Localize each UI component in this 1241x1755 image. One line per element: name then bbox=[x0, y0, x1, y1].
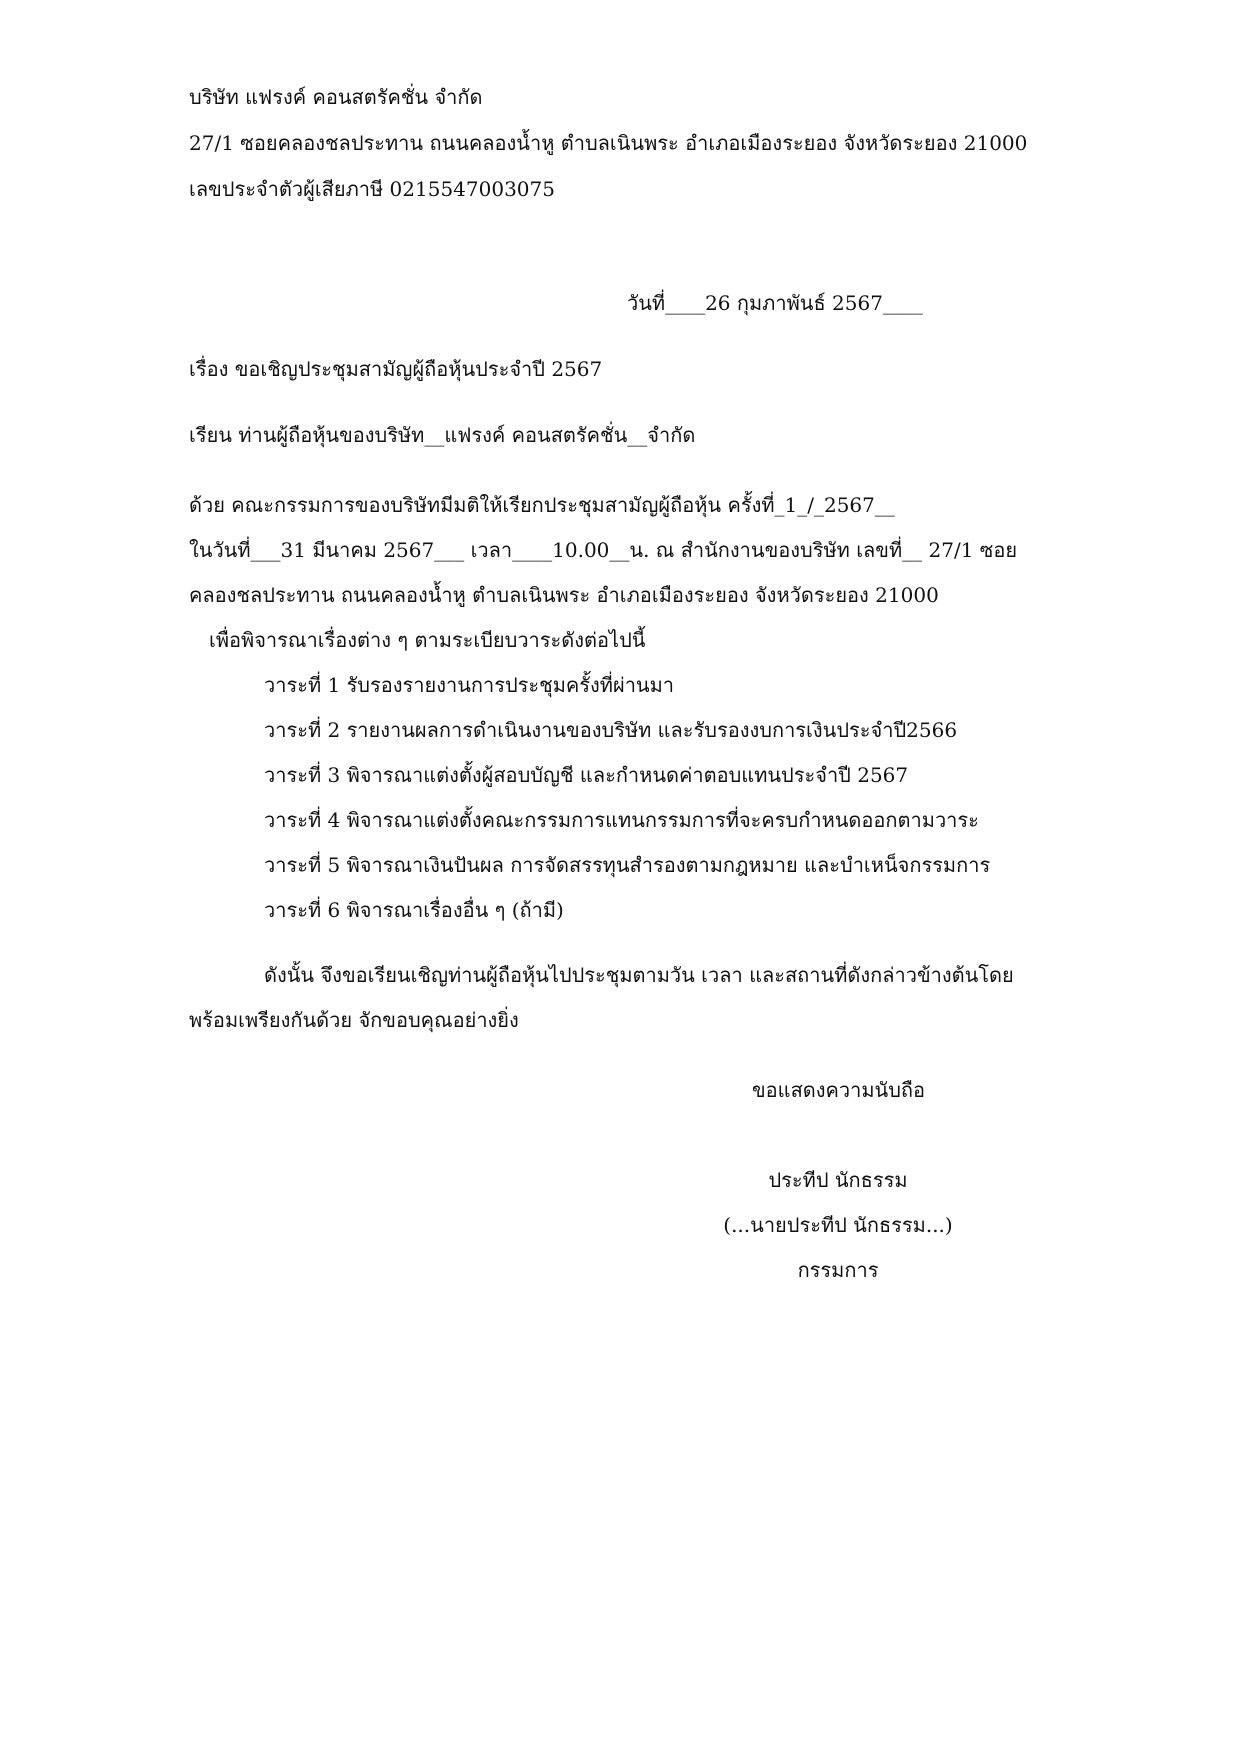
body-line-2: ในวันที่___31 มีนาคม 2567___ เวลา____10.00__น. ณ สำนักงานของบริษัท เลขที่__ 27/1 ซอย bbox=[189, 538, 1018, 562]
agenda-item-5: วาระที่ 5 พิจารณาเงินปันผล การจัดสรรทุนสำรองตามกฎหมาย และบำเหน็จกรรมการ bbox=[264, 853, 991, 877]
agenda-item-3: วาระที่ 3 พิจารณาแต่งตั้งผู้สอบบัญชี และกำหนดค่าตอบแทนประจำปี 2567 bbox=[264, 763, 909, 787]
signer-name: (...นายประทีป นักธรรม...) bbox=[723, 1213, 953, 1237]
date-line: วันที่____26 กุมภาพันธ์ 2567____ bbox=[627, 291, 923, 315]
agenda-item-1: วาระที่ 1 รับรองรายงานการประชุมครั้งที่ผ่านมา bbox=[264, 673, 675, 697]
closing-line-1: ดังนั้น จึงขอเรียนเชิญท่านผู้ถือหุ้นไปประชุมตามวัน เวลา และสถานที่ดังกล่าวข้างต้นโดย bbox=[264, 963, 1014, 987]
body-line-4: เพื่อพิจารณาเรื่องต่าง ๆ ตามระเบียบวาระดังต่อไปนี้ bbox=[209, 628, 646, 652]
closing-line-2: พร้อมเพรียงกันด้วย จักขอบคุณอย่างยิ่ง bbox=[189, 1008, 519, 1032]
agenda-item-2: วาระที่ 2 รายงานผลการดำเนินงานของบริษัท และรับรองงบการเงินประจำปี2566 bbox=[264, 718, 958, 742]
regards-line: ขอแสดงความนับถือ bbox=[752, 1078, 926, 1102]
signature: ประทีป นักธรรม bbox=[768, 1168, 908, 1192]
agenda-item-4: วาระที่ 4 พิจารณาแต่งตั้งคณะกรรมการแทนกรรมการที่จะครบกำหนดออกตามวาระ bbox=[264, 808, 979, 832]
body-line-1: ด้วย คณะกรรมการของบริษัทมีมติให้เรียกประชุมสามัญผู้ถือหุ้น ครั้งที่_1_/_2567__ bbox=[189, 493, 895, 517]
agenda-item-6: วาระที่ 6 พิจารณาเรื่องอื่น ๆ (ถ้ามี) bbox=[264, 898, 564, 922]
subject-line: เรื่อง ขอเชิญประชุมสามัญผู้ถือหุ้นประจำปี 2567 bbox=[189, 357, 603, 381]
company-address: 27/1 ซอยคลองชลประทาน ถนนคลองน้ำหู ตำบลเนินพระ อำเภอเมืองระยอง จังหวัดระยอง 21000 bbox=[189, 131, 1028, 155]
company-name: บริษัท แฟรงค์ คอนสตรัคชั่น จำกัด bbox=[189, 85, 483, 109]
body-line-3: คลองชลประทาน ถนนคลองน้ำหู ตำบลเนินพระ อำเภอเมืองระยอง จังหวัดระยอง 21000 bbox=[189, 583, 939, 607]
signer-title: กรรมการ bbox=[797, 1258, 879, 1282]
addressee-line: เรียน ท่านผู้ถือหุ้นของบริษัท__แฟรงค์ คอนสตรัคชั่น__จำกัด bbox=[189, 423, 696, 447]
tax-id: เลขประจำตัวผู้เสียภาษี 0215547003075 bbox=[189, 177, 555, 201]
